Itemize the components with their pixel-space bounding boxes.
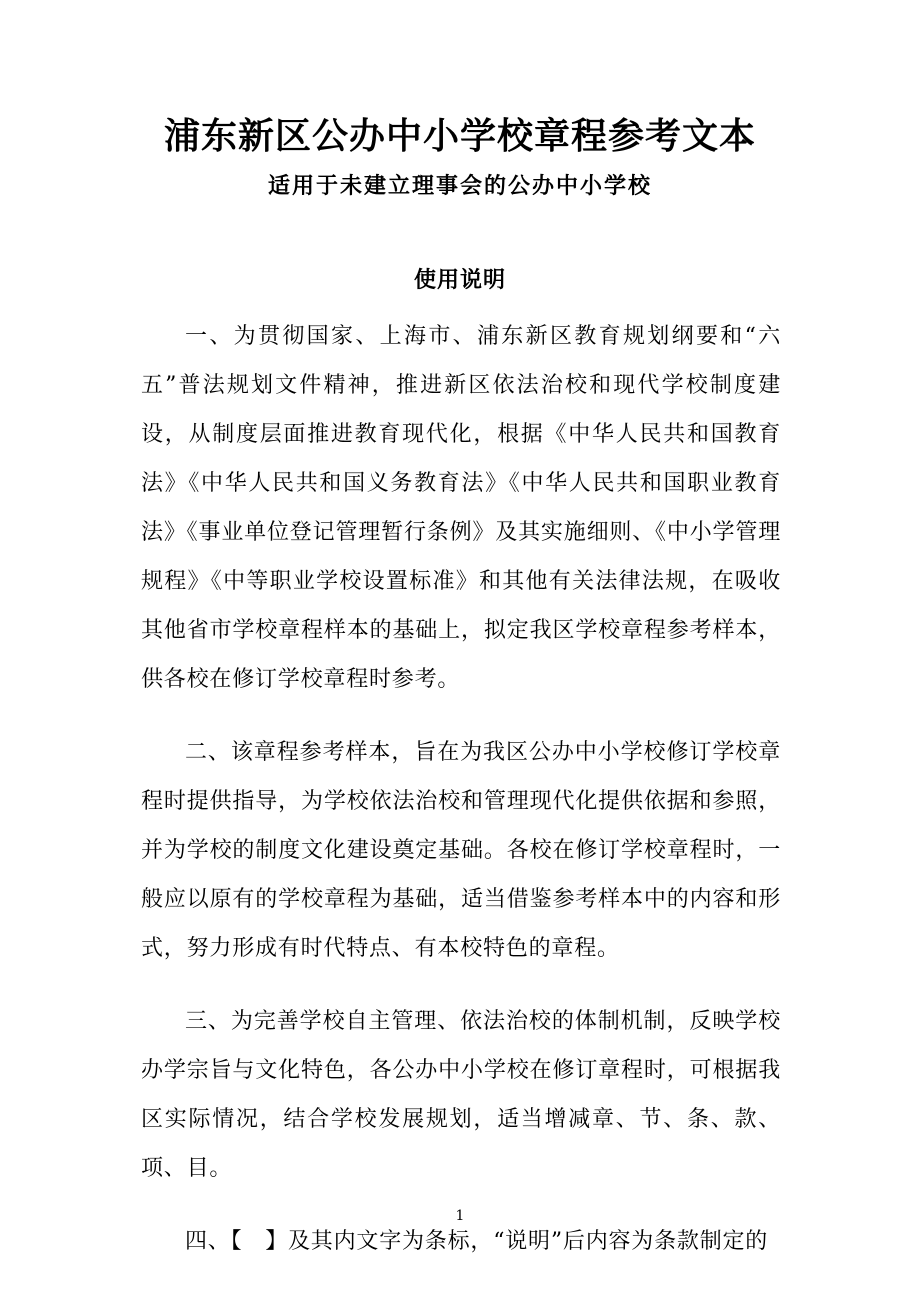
paragraph-3: 三、为完善学校自主管理、依法治校的体制机制，反映学校办学宗旨与文化特色，各公办中小学校在修订章程时，可根据我区实际情况，结合学校发展规划，适当增减章、节、条、款、项、目。: [141, 1009, 781, 1181]
page-number: 1: [455, 1208, 465, 1224]
paragraph-2: 二、该章程参考样本，旨在为我区公办中小学校修订学校章程时提供指导，为学校依法治校和管理现代化提供依据和参照，并为学校的制度文化建设奠定基础。各校在修订学校章程时，一般应以原有的学校章程为基础，适当借鉴参考样本中的内容和形式，努力形成有时代特点、有本校特色的章程。: [141, 740, 781, 961]
section-heading: 使用说明: [413, 267, 506, 293]
document-subtitle: 适用于未建立理事会的公办中小学校: [267, 173, 652, 199]
body-text: [141, 312, 781, 1290]
document-title: 浦东新区公办中小学校章程参考文本: [163, 115, 756, 157]
paragraph-4: 四、【 】及其内文字为条标，“说明”后内容为条款制定的: [185, 1229, 769, 1254]
paragraph-1: 一、为贯彻国家、上海市、浦东新区教育规划纲要和“六五”普法规划文件精神，推进新区依法治校和现代学校制度建设，从制度层面推进教育现代化，根据《中华人民共和国教育法》《中华人民共和国义务教育法》《中华人民共和国职业教育法》《事业单位登记管理暂行条例》及其实施细则、《中小学管理规程》《中等职业学校设置标准》和其他有关法律法规，在吸收其他省市学校章程样本的基础上，拟定我区学校章程参考样本，供各校在修订学校章程时参考。: [141, 324, 781, 692]
